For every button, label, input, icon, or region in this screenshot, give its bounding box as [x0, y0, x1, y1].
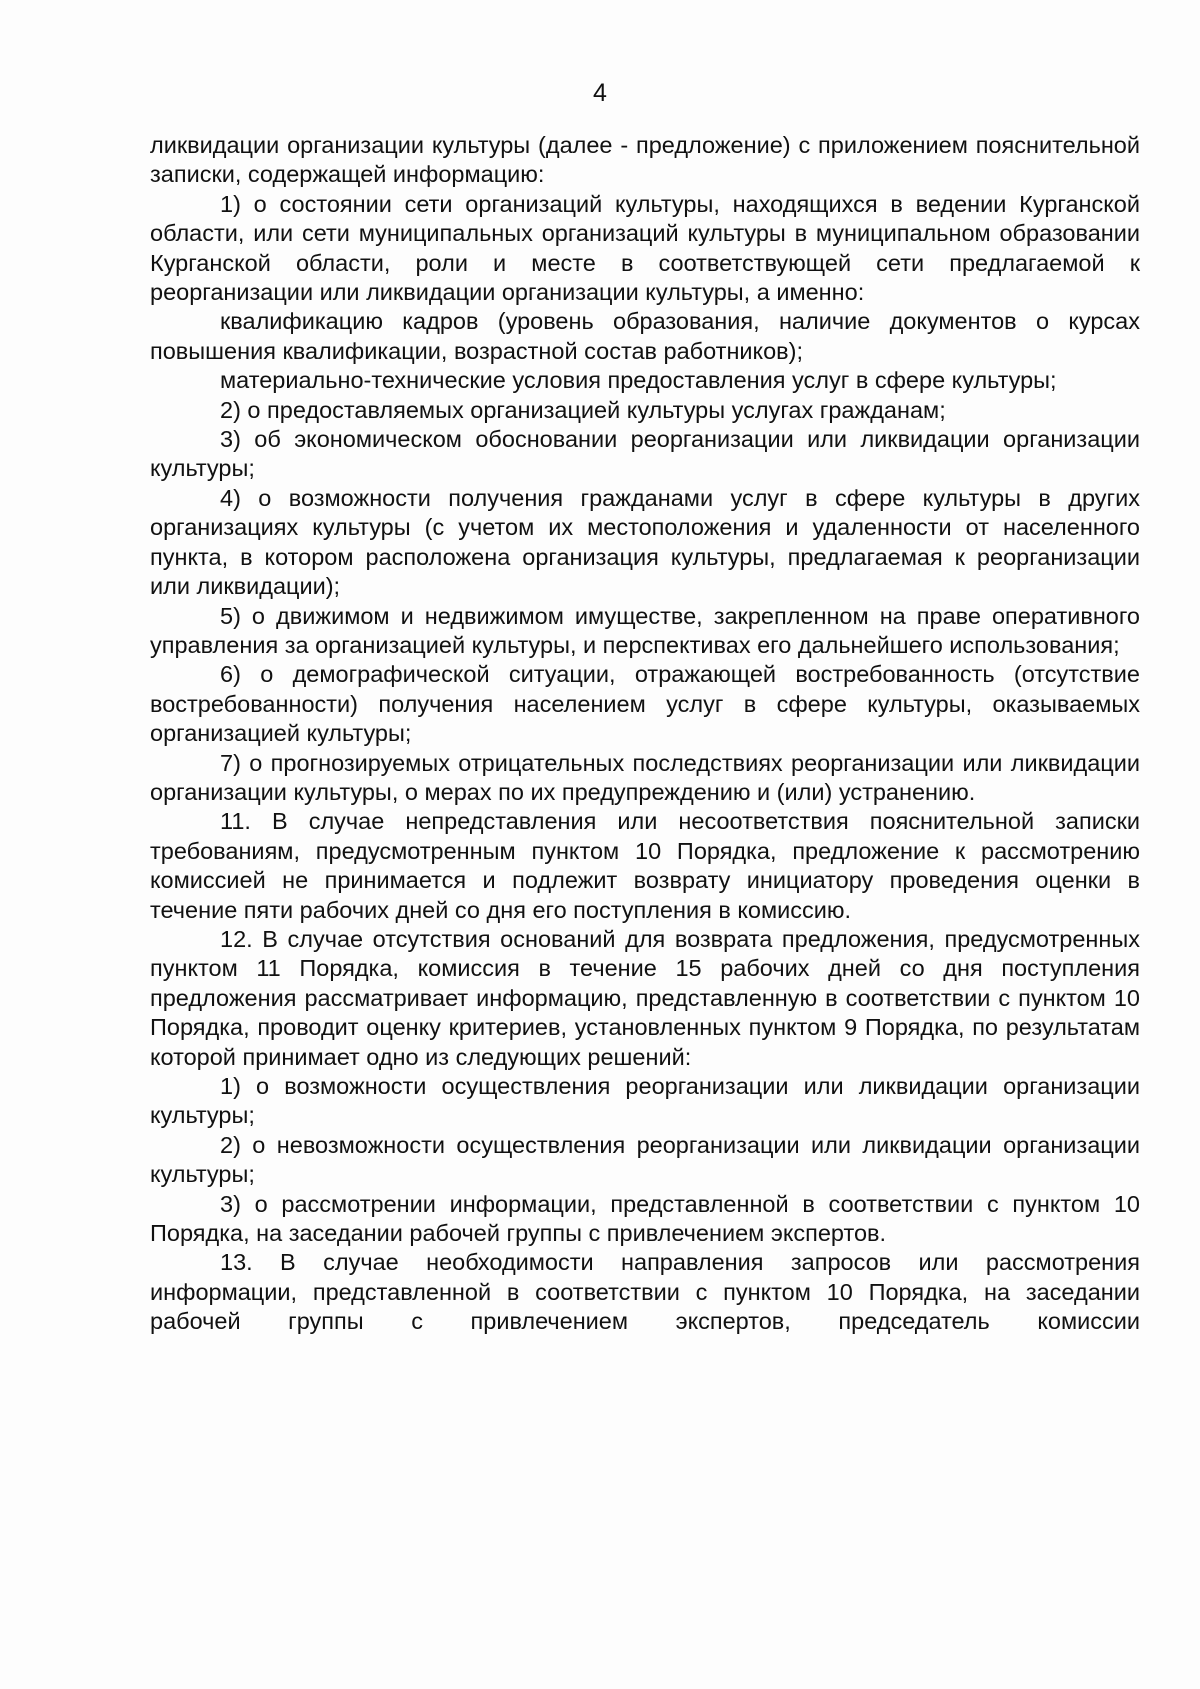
page-number: 4: [593, 79, 607, 107]
list-item-5-property: 5) о движимом и недвижимом имуществе, закрепленном на праве оперативного управления за организацией культуры, и перспективах его дальнейшего использования;: [150, 602, 1140, 658]
clause-12: 12. В случае отсутствия оснований для возврата предложения, предусмотренных пунктом 11 Порядка, комиссия в течение 15 рабочих дней со дня поступления предложения рассматривает информацию, представленную в соответствии с пунктом 10 Порядка, проводит оценку критериев, установленных пунктом 9 Порядка, по результатам которой принимает одно из следующих решений:: [150, 925, 1140, 1070]
paragraph-intro-continuation: ликвидации организации культуры (далее - предложение) с приложением пояснительной записки, содержащей информацию:: [150, 132, 1140, 188]
decision-option-1: 1) о возможности осуществления реорганизации или ликвидации организации культуры;: [150, 1073, 1140, 1129]
list-item-6-demographics: 6) о демографической ситуации, отражающей востребованность (отсутствие востребованности) получения населением услуг в сфере культуры, оказываемых организацией культуры;: [150, 661, 1140, 747]
decision-option-2: 2) о невозможности осуществления реорганизации или ликвидации организации культуры;: [150, 1131, 1140, 1188]
sub-item-staff-qualification: квалификацию кадров (уровень образования, наличие документов о курсах повышения квалификации, возрастной состав работников);: [150, 308, 1140, 364]
list-item-1-network-state: 1) о состоянии сети организаций культуры, находящихся в ведении Курганской области, или сети муниципальных организаций культуры в муниципальном образовании Курганской области, роли и месте в соответствующей сети предлагаемой к реорганизации или ликвидации организации культуры, а именно:: [150, 190, 1140, 306]
list-item-3-economic-justification: 3) об экономическом обосновании реорганизации или ликвидации организации культуры;: [150, 426, 1140, 482]
decision-option-3: 3) о рассмотрении информации, представленной в соответствии с пунктом 10 Порядка, на заседании рабочей группы с привлечением экспертов.: [150, 1190, 1140, 1247]
list-item-7-consequences: 7) о прогнозируемых отрицательных последствиях реорганизации или ликвидации организации культуры, о мерах по их предупреждению и (или) устранению.: [150, 749, 1140, 805]
clause-13: 13. В случае необходимости направления запросов или рассмотрения информации, представленной в соответствии с пунктом 10 Порядка, на заседании рабочей группы с привлечением экспертов, председатель комиссии: [150, 1249, 1140, 1335]
list-item-4-alternative-access: 4) о возможности получения гражданами услуг в сфере культуры в других организациях культуры (с учетом их местоположения и удаленности от населенного пункта, в котором расположена организация культуры, предлагаемая к реорганизации или ликвидации);: [150, 484, 1140, 600]
sub-item-material-conditions: материально-технические условия предоставления услуг в сфере культуры;: [220, 367, 1057, 394]
clause-11: 11. В случае непредставления или несоответствия пояснительной записки требованиям, предусмотренным пунктом 10 Порядка, предложение к рассмотрению комиссией не принимается и подлежит возврату инициатору проведения оценки в течение пяти рабочих дней со дня его поступления в комиссию.: [150, 808, 1140, 923]
document-body: [150, 131, 1140, 1337]
list-item-2-services: 2) о предоставляемых организацией культуры услугах гражданам;: [220, 396, 946, 423]
